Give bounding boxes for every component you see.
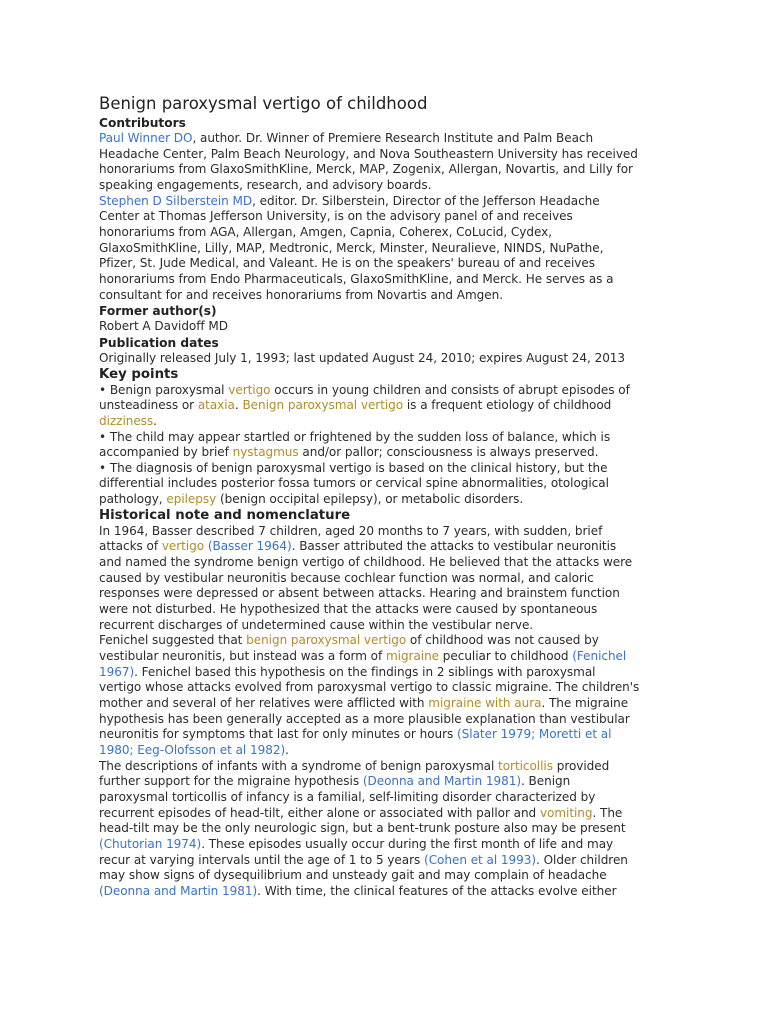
page-title: Benign paroxysmal vertigo of childhood [99, 94, 428, 113]
contributors-section [99, 131, 679, 303]
text-segment: responses were depressed or absent between attacks. Hearing and brainstem function [99, 586, 620, 601]
text-segment: honorariums from Endo Pharmaceuticals, GlaxoSmithKline, and Merck. He serves as a [99, 271, 614, 286]
reference-link[interactable]: Paul Winner DO [99, 131, 193, 145]
text-line [99, 712, 679, 728]
text-segment: . With time, the clinical features of the attacks evolve either [257, 883, 617, 898]
text-line [99, 131, 679, 147]
text-segment: pathology, [99, 492, 167, 507]
text-line [99, 821, 679, 837]
text-line [99, 194, 679, 210]
text-segment: . Older children [536, 852, 628, 867]
heading-publication-dates: Publication dates [99, 335, 219, 350]
text-line [99, 555, 679, 571]
text-segment: Headache Center, Palm Beach Neurology, and Nova Southeastern University has received [99, 146, 638, 161]
glossary-term-link[interactable]: nystagmus [232, 445, 299, 460]
text-line [99, 837, 679, 853]
historical-section [99, 524, 679, 900]
text-line [99, 759, 679, 775]
text-segment: . Fenichel based this hypothesis on the findings in 2 siblings with paroxysmal [134, 664, 596, 679]
text-segment: consultant for and receives honorariums from Novartis and Amgen. [99, 287, 504, 302]
reference-link[interactable]: (Deonna and Martin 1981) [99, 883, 258, 898]
text-segment: • The diagnosis of benign paroxysmal vertigo is based on the clinical history, but the [99, 460, 608, 475]
glossary-term-link[interactable]: ataxia [197, 398, 235, 413]
text-line [99, 492, 679, 508]
text-line [99, 147, 679, 163]
text-segment: neuronitis for symptoms that last for only minutes or hours [99, 727, 458, 742]
text-line [99, 884, 679, 900]
publication-dates-section [99, 351, 679, 367]
text-line [99, 383, 679, 399]
text-line [99, 351, 679, 367]
text-segment: differential includes posterior fossa tumors or cervical spine abnormalities, otological [99, 476, 609, 491]
text-line [99, 727, 679, 743]
text-segment: In 1964, Basser described 7 children, aged 20 months to 7 years, with sudden, brief [99, 523, 603, 538]
text-line [99, 790, 679, 806]
text-segment: • The child may appear startled or frightened by the sudden loss of balance, which is [99, 429, 611, 444]
text-segment: speaking engagements, research, and advisory boards. [99, 177, 432, 192]
text-segment: . [285, 742, 289, 757]
text-line [99, 241, 679, 257]
text-line [99, 696, 679, 712]
former-authors-section [99, 319, 679, 335]
article [99, 93, 679, 900]
glossary-term-link[interactable]: vomiting [539, 805, 593, 820]
text-segment: , editor. Dr. Silberstein, Director of the Jefferson Headache [252, 193, 600, 208]
text-line [99, 539, 679, 555]
text-segment: . Basser attributed the attacks to vestibular neuronitis [291, 539, 617, 554]
text-segment: Center at Thomas Jefferson University, is on the advisory panel of and receives [99, 209, 573, 224]
text-segment: . The migraine [541, 696, 629, 710]
text-segment: unsteadiness or [99, 398, 198, 413]
glossary-term-link[interactable]: vertigo [161, 539, 205, 554]
text-segment: hypothesis has been generally accepted as a more plausible explanation than vestibular [99, 711, 630, 726]
text-segment: is a frequent etiology of childhood [403, 398, 612, 413]
text-segment: and/or pallor; consciousness is always preserved. [298, 445, 599, 460]
text-line [99, 680, 679, 696]
text-segment: Fenichel suggested that [99, 633, 247, 648]
reference-link[interactable]: (Slater 1979; Moretti et al [457, 727, 612, 742]
text-segment: Pfizer, St. Jude Medical, and Valeant. He is on the speakers' bureau of and receives [99, 256, 595, 271]
text-segment: mother and several of her relatives were afflicted with [99, 696, 429, 710]
text-line [99, 649, 679, 665]
reference-link[interactable]: 1980; Eeg-Olofsson et al 1982) [99, 742, 286, 757]
glossary-term-link[interactable]: Benign paroxysmal vertigo [242, 398, 404, 413]
reference-link[interactable]: Stephen D Silberstein MD [99, 193, 253, 208]
glossary-term-link[interactable]: migraine [385, 649, 440, 664]
text-segment: . [153, 413, 157, 428]
text-segment: (benign occipital epilepsy), or metabolic disorders. [216, 492, 524, 507]
reference-link[interactable]: (Chutorian 1974) [99, 836, 202, 851]
text-line [99, 853, 679, 869]
text-line [99, 633, 679, 649]
text-line [99, 398, 679, 414]
text-segment: occurs in young children and consists of abrupt episodes of [270, 382, 630, 397]
text-line [99, 414, 679, 430]
text-segment: recurrent discharges of undetermined cause within the vestibular nerve. [99, 617, 534, 632]
text-segment: of childhood was not caused by [406, 633, 599, 648]
text-line [99, 524, 679, 540]
text-segment: were not disturbed. He hypothesized that the attacks were caused by spontaneous [99, 602, 598, 617]
text-line [99, 586, 679, 602]
glossary-term-link[interactable]: benign paroxysmal vertigo [246, 633, 407, 648]
text-segment: recurrent episodes of head-tilt, either alone or associated with pallor and [99, 805, 540, 820]
text-segment: caused by vestibular neuronitis because cochlear function was normal, and caloric [99, 570, 594, 585]
text-segment: further support for the migraine hypothesis [99, 774, 363, 789]
text-segment: provided [552, 758, 610, 773]
text-segment: GlaxoSmithKline, Lilly, MAP, Medtronic, Merck, Minster, Neuralieve, NINDS, NuPathe, [99, 240, 604, 255]
text-line [99, 774, 679, 790]
heading-former-authors: Former author(s) [99, 304, 217, 319]
text-line [99, 743, 679, 759]
text-line [99, 476, 679, 492]
text-segment: Robert A Davidoff MD [99, 319, 228, 334]
text-line [99, 272, 679, 288]
heading-historical-note: Historical note and nomenclature [99, 507, 351, 523]
text-segment: peculiar to childhood [439, 649, 573, 664]
reference-link[interactable]: (Deonna and Martin 1981) [362, 774, 521, 789]
text-segment: . These episodes usually occur during the first month of life and may [201, 836, 614, 851]
text-segment: honorariums from GlaxoSmithKline, Merck, MAP, Zogenix, Allergan, Novartis, and Lilly for [99, 162, 633, 177]
text-line [99, 868, 679, 884]
glossary-term-link[interactable]: torticollis [498, 758, 553, 773]
text-line [99, 445, 679, 461]
reference-link[interactable]: 1967) [99, 664, 135, 679]
text-segment: recur at varying intervals until the age of 1 to 5 years [99, 852, 425, 867]
text-line [99, 430, 679, 446]
text-segment: . The [592, 805, 623, 820]
text-segment: head-tilt may be the only neurologic sign, but a bent-trunk posture also may be present [99, 821, 626, 836]
text-segment: accompanied by brief [99, 445, 233, 460]
text-segment: and named the syndrome benign vertigo of childhood. He believed that the attacks were [99, 555, 633, 570]
text-segment: . [234, 398, 243, 413]
key-points-section [99, 383, 679, 508]
glossary-term-link[interactable]: dizziness [99, 413, 154, 428]
text-segment: The descriptions of infants with a syndrome of benign paroxysmal [99, 758, 499, 773]
text-line [99, 209, 679, 225]
text-segment: Originally released July 1, 1993; last updated August 24, 2010; expires August 24, 2013 [99, 350, 626, 365]
text-line [99, 225, 679, 241]
text-line [99, 461, 679, 477]
glossary-term-link[interactable]: migraine with aura [428, 696, 542, 710]
heading-contributors: Contributors [99, 116, 186, 130]
text-segment: may show signs of dysequilibrium and unsteady gait and may complain of headache [99, 868, 607, 883]
glossary-term-link[interactable]: epilepsy [166, 492, 217, 507]
text-line [99, 162, 679, 178]
text-segment: paroxysmal torticollis of infancy is a familial, self-limiting disorder characterized by [99, 789, 596, 804]
text-segment: . Benign [521, 774, 571, 789]
text-line [99, 256, 679, 272]
reference-link[interactable]: (Cohen et al 1993) [424, 852, 537, 867]
glossary-term-link[interactable]: vertigo [228, 382, 271, 397]
text-line [99, 571, 679, 587]
text-line [99, 288, 679, 304]
text-segment: attacks of [99, 539, 162, 554]
text-line [99, 618, 679, 634]
text-segment: vestibular neuronitis, but instead was a form of [99, 649, 386, 664]
text-segment: , author. Dr. Winner of Premiere Research Institute and Palm Beach [192, 131, 594, 145]
heading-key-points: Key points [99, 366, 179, 382]
text-line [99, 178, 679, 194]
reference-link[interactable]: (Basser 1964) [207, 539, 292, 554]
text-segment: • Benign paroxysmal [99, 382, 229, 397]
text-line [99, 665, 679, 681]
reference-link[interactable]: (Fenichel [572, 649, 627, 664]
text-line [99, 602, 679, 618]
text-line [99, 806, 679, 822]
text-segment: honorariums from AGA, Allergan, Amgen, Capnia, Coherex, CoLucid, Cydex, [99, 224, 552, 239]
text-segment: vertigo whose attacks evolved from paroxysmal vertigo to classic migraine. The children's [99, 680, 640, 695]
text-line [99, 319, 679, 335]
